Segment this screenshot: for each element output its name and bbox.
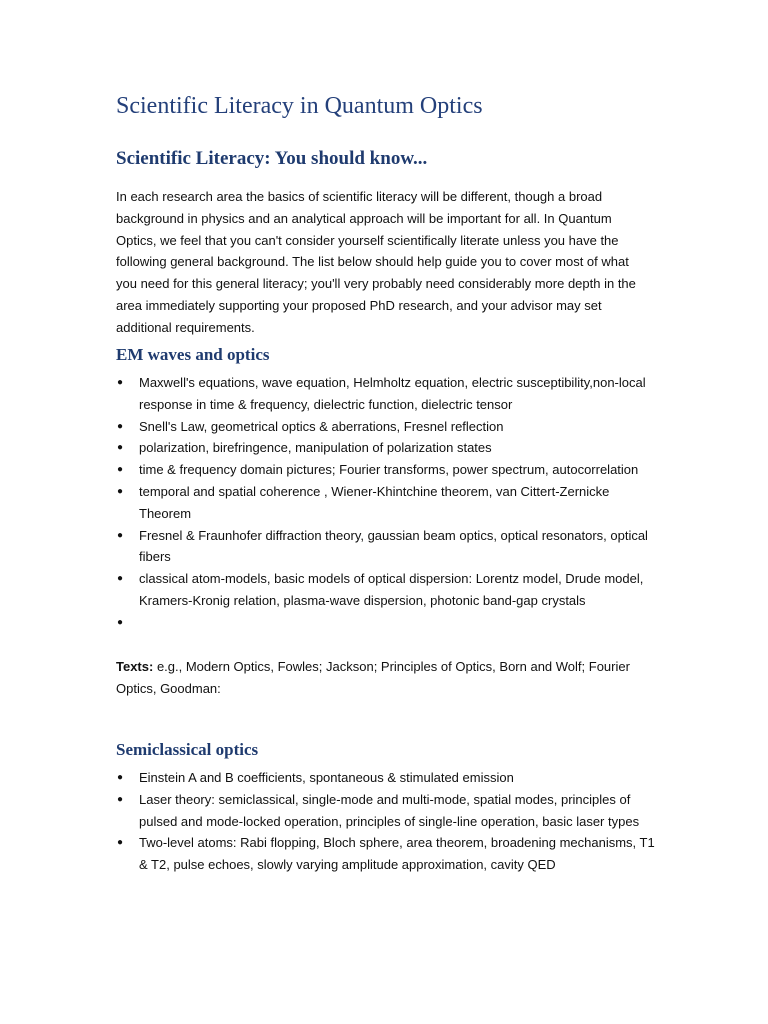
- heading-em-waves: EM waves and optics: [116, 345, 270, 364]
- list-item: [116, 416, 656, 438]
- texts-paragraph: [116, 656, 646, 700]
- list-item: [116, 767, 656, 789]
- list-item-text: Two-level atoms: Rabi flopping, Bloch sphere, area theorem, broadening mechanisms, T1 & T2, pulse echoes, slowly varying amplitude approximation, cavity QED: [139, 835, 655, 873]
- list-item-text: Maxwell's equations, wave equation, Helmholtz equation, electric susceptibility,non-local response in time & frequency, dielectric function, dielectric tensor: [139, 375, 646, 412]
- list-item-text: Einstein A and B coefficients, spontaneous & stimulated emission: [139, 770, 514, 785]
- list-item-empty: [116, 612, 656, 634]
- list-item: [116, 459, 656, 481]
- list-item-text: polarization, birefringence, manipulation of polarization states: [139, 440, 492, 456]
- list-item-text: temporal and spatial coherence , Wiener-Khintchine theorem, van Cittert-Zernicke Theorem: [139, 483, 610, 521]
- list-item-text: time & frequency domain pictures; Fourier transforms, power spectrum, autocorrelation: [139, 462, 639, 478]
- list-item-text: classical atom-models, basic models of optical dispersion: Lorentz model, Drude model, Kramers-Kronig relation, plasma-wave dispersion, photonic band-gap crystals: [139, 571, 644, 608]
- bullet-icon: ●: [117, 442, 124, 454]
- bullet-icon: ●: [117, 377, 124, 388]
- texts-label: Texts:: [116, 659, 154, 674]
- bullet-icon: ●: [117, 529, 124, 541]
- list-item-text: Laser theory: semiclassical, single-mode and multi-mode, spatial modes, principles of pulsed and mode-locked operation, principles of single-line operation, basic laser types: [139, 791, 640, 829]
- list-item: [116, 437, 656, 459]
- heading-semiclassical: Semiclassical optics: [116, 740, 259, 759]
- intro-paragraph: In each research area the basics of scientific literacy will be different, though a broad background in physics and an analytical approach will be important for all. In Quantum Optics, we feel that you can't consider yourself scientifically literate unless you have the following general background. The list below should help guide you to cover most of what you need for this general literacy; you'll very probably need considerably more depth in the area immediately supporting your proposed PhD research, and your advisor may set additional requirements.: [116, 189, 636, 335]
- bullet-icon: ●: [117, 573, 124, 585]
- list-item-text: Snell's Law, geometrical optics & aberrations, Fresnel reflection: [139, 418, 504, 434]
- list-item: [116, 789, 656, 833]
- list-item: [116, 568, 656, 612]
- document-title: Scientific Literacy in Quantum Optics: [116, 93, 483, 119]
- bullet-icon: ●: [117, 420, 124, 432]
- list-item: [116, 832, 656, 876]
- section-subtitle: Scientific Literacy: You should know...: [116, 148, 428, 169]
- em-waves-list: [116, 372, 656, 634]
- bullet-icon: ●: [117, 464, 124, 476]
- bullet-icon: ●: [117, 793, 124, 805]
- list-item: [116, 525, 656, 569]
- bullet-icon: ●: [117, 837, 124, 849]
- semiclassical-list: [116, 767, 656, 876]
- bullet-icon: ●: [117, 772, 124, 783]
- list-item-text: Fresnel & Fraunhofer diffraction theory, gaussian beam optics, optical resonators, optical fibers: [139, 527, 648, 565]
- bullet-icon: ●: [117, 485, 124, 497]
- texts-value: e.g., Modern Optics, Fowles; Jackson; Principles of Optics, Born and Wolf; Fourier Optics, Goodman:: [116, 659, 630, 696]
- list-item: [116, 372, 656, 416]
- list-item: [116, 481, 656, 525]
- bullet-icon: ●: [117, 616, 124, 628]
